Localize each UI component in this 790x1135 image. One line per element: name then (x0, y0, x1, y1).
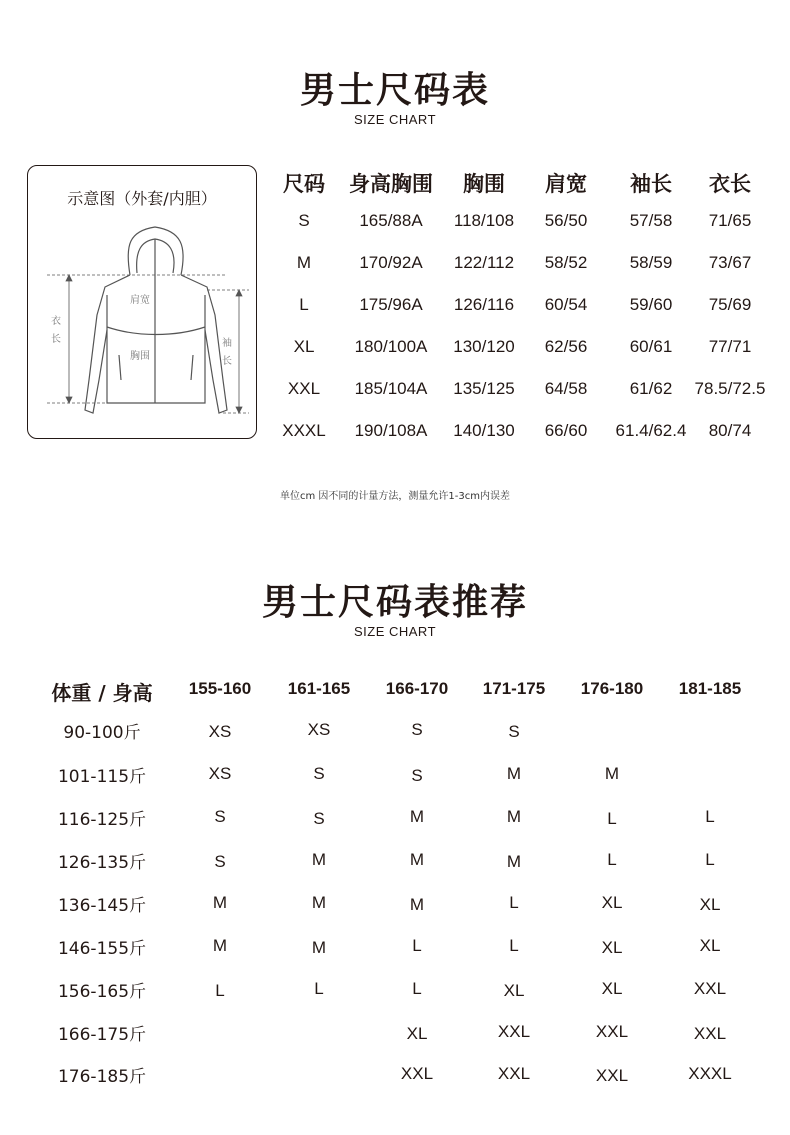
recommend-cell: L (705, 807, 715, 826)
size-cell: 80/74 (708, 421, 752, 440)
recommend-cell: XS (208, 722, 232, 741)
size-cell: XXXL (282, 421, 326, 440)
length-label: 衣长 (51, 316, 61, 345)
recommend-cell: S (214, 852, 226, 871)
recommend-cell: L (607, 809, 617, 828)
measurement-note: 单位cm 因不同的计量方法，测量允许1-3cm内误差 (280, 491, 510, 502)
recommend-cell: XL (699, 936, 721, 955)
recommend-cell: XL (601, 893, 623, 912)
weight-label: 146-155斤 (57, 939, 147, 959)
size-cell: 140/130 (453, 421, 515, 440)
recommend-cell: L (509, 936, 519, 955)
size-header-2: 胸围 (463, 172, 505, 196)
weight-label: 136-145斤 (57, 896, 147, 916)
size-cell: 170/92A (359, 253, 423, 272)
height-header: 166-170 (385, 679, 449, 698)
size-chart-title: 男士尺码表 (299, 70, 490, 111)
height-header: 181-185 (678, 679, 742, 698)
weight-label: 156-165斤 (57, 982, 147, 1002)
size-header-4: 袖长 (630, 172, 672, 196)
size-cell: 77/71 (708, 337, 752, 356)
size-cell: 58/59 (629, 253, 673, 272)
weight-label: 176-185斤 (57, 1067, 147, 1087)
recommend-subtitle: SIZE CHART (353, 624, 437, 639)
recommend-cell: L (705, 850, 715, 869)
size-cell: 122/112 (453, 253, 515, 272)
recommend-corner-label: 体重 / 身高 (51, 681, 153, 705)
size-cell: L (299, 295, 309, 314)
size-header-0: 尺码 (283, 172, 325, 196)
recommend-cell: S (508, 722, 520, 741)
size-cell: 62/56 (544, 337, 588, 356)
chest-label: 胸围 (130, 351, 150, 362)
size-header-1: 身高胸围 (349, 172, 433, 196)
recommend-cell: XXL (497, 1064, 531, 1083)
size-cell: 56/50 (544, 211, 588, 230)
recommend-cell: M (311, 938, 327, 957)
size-cell: 130/120 (453, 337, 515, 356)
size-cell: 57/58 (629, 211, 673, 230)
recommend-cell: L (314, 979, 324, 998)
diagram-label: 示意图（外套/内胆） (67, 189, 217, 208)
size-cell: 185/104A (354, 379, 428, 398)
weight-label: 126-135斤 (57, 853, 147, 873)
weight-label: 116-125斤 (57, 810, 147, 830)
size-cell: 64/58 (544, 379, 588, 398)
recommend-cell: S (313, 764, 325, 783)
recommend-cell: XL (601, 938, 623, 957)
recommend-cell: XS (208, 764, 232, 783)
size-cell: 60/54 (544, 295, 588, 314)
recommend-cell: M (311, 850, 327, 869)
recommend-cell: XXL (595, 1066, 629, 1085)
weight-label: 101-115斤 (57, 767, 147, 787)
size-cell: 61.4/62.4 (615, 421, 687, 440)
size-cell: 126/116 (453, 295, 515, 314)
size-cell: 118/108 (453, 211, 515, 230)
recommend-title: 男士尺码表推荐 (261, 582, 528, 623)
recommend-cell: XXL (400, 1064, 434, 1083)
size-cell: XXL (287, 379, 321, 398)
recommend-cell: XL (601, 979, 623, 998)
recommend-cell: XL (406, 1024, 428, 1043)
recommend-cell: XXL (497, 1022, 531, 1041)
size-chart-subtitle: SIZE CHART (353, 112, 437, 127)
size-cell: 73/67 (708, 253, 752, 272)
size-cell: 71/65 (708, 211, 752, 230)
size-cell: 59/60 (629, 295, 673, 314)
size-cell: 58/52 (544, 253, 588, 272)
recommend-cell: M (409, 807, 425, 826)
height-header: 176-180 (580, 679, 644, 698)
recommend-cell: S (411, 766, 423, 785)
size-cell: XL (293, 337, 315, 356)
recommend-cell: S (214, 807, 226, 826)
recommend-cell: M (409, 895, 425, 914)
recommend-cell: M (506, 807, 522, 826)
recommend-cell: XXL (693, 979, 727, 998)
size-cell: 78.5/72.5 (694, 379, 766, 398)
sleeve-label: 袖长 (222, 338, 232, 367)
jacket-outline-icon (85, 227, 227, 413)
size-cell: 60/61 (629, 337, 673, 356)
height-header: 155-160 (188, 679, 252, 698)
size-cell: 165/88A (359, 211, 423, 230)
recommend-cell: M (212, 936, 228, 955)
size-header-3: 肩宽 (545, 172, 587, 196)
recommend-cell: M (409, 850, 425, 869)
size-cell: S (298, 211, 310, 230)
recommend-cell: M (311, 893, 327, 912)
recommend-cell: XXL (693, 1024, 727, 1043)
recommend-cell: M (212, 893, 228, 912)
size-cell: 66/60 (544, 421, 588, 440)
size-header-5: 衣长 (709, 172, 751, 196)
recommend-cell: XL (699, 895, 721, 914)
size-cell: 135/125 (453, 379, 515, 398)
recommend-cell: XXXL (688, 1064, 732, 1083)
recommend-cell: L (509, 893, 519, 912)
recommend-cell: S (411, 720, 423, 739)
recommend-cell: L (215, 981, 225, 1000)
size-cell: 75/69 (708, 295, 752, 314)
weight-label: 166-175斤 (57, 1025, 147, 1045)
size-cell: 61/62 (629, 379, 673, 398)
recommend-cell: S (313, 809, 325, 828)
recommend-cell: M (604, 764, 620, 783)
recommend-cell: XL (503, 981, 525, 1000)
recommend-cell: L (412, 936, 422, 955)
height-header: 161-165 (287, 679, 351, 698)
size-cell: M (296, 253, 312, 272)
recommend-cell: M (506, 852, 522, 871)
recommend-cell: XS (307, 720, 331, 739)
height-header: 171-175 (482, 679, 546, 698)
size-cell: 190/108A (354, 421, 428, 440)
weight-label: 90-100斤 (63, 723, 141, 743)
recommend-cell: M (506, 764, 522, 783)
shoulder-label: 肩宽 (130, 295, 150, 306)
recommend-cell: L (412, 979, 422, 998)
size-cell: 175/96A (359, 295, 423, 314)
size-cell: 180/100A (354, 337, 428, 356)
recommend-cell: L (607, 850, 617, 869)
recommend-cell: XXL (595, 1022, 629, 1041)
